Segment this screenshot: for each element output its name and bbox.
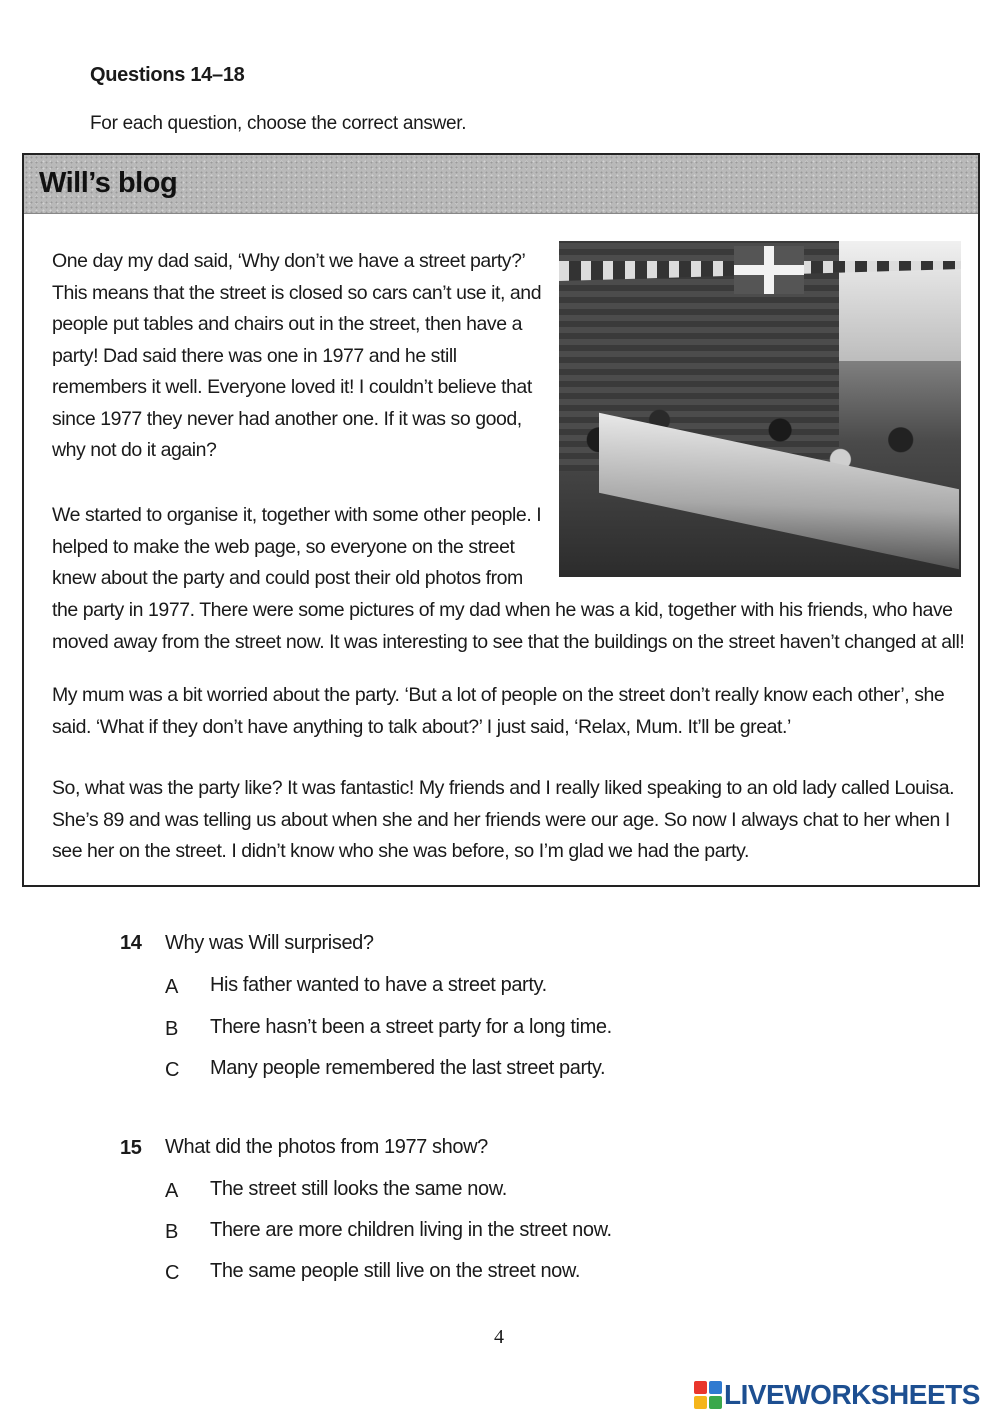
street-party-photo [559,241,961,577]
union-flag-icon [734,246,804,294]
option-text[interactable]: There are more children living in the street now. [210,1219,612,1241]
option-text[interactable]: Many people remembered the last street party. [210,1057,606,1079]
option-letter[interactable]: A [165,1180,179,1202]
question-text: Why was Will surprised? [165,932,374,954]
blog-box [22,153,980,887]
option-letter[interactable]: C [165,1059,180,1081]
option-text[interactable]: There hasn’t been a street party for a long time. [210,1016,612,1038]
option-letter[interactable]: C [165,1262,180,1284]
blog-paragraph-2-start: We started to organise it, together with some other people. I helped to make the web page, so everyone on the street knew about the party and could post their old photos from [52,504,542,589]
blog-title: Will’s blog [39,167,178,199]
logo-icon [694,1381,722,1409]
blog-paragraph-2-end: the party in 1977. There were some pictures of my dad when he was a kid, together with his friends, who have moved away from the street now. It was interesting to see that the buildings on the street haven’t changed at all! [52,599,965,653]
option-text[interactable]: The same people still live on the street now. [210,1260,580,1282]
blog-header [24,155,978,214]
blog-paragraph-1: One day my dad said, ‘Why don’t we have a street party?’ This means that the street is closed so cars can’t use it, and people put tables and chairs out in the street, then have a party! Dad said there was one in 1977 and he still remembers it well. Everyone loved it! I couldn’t believe that since 1977 they never had another one. If it was so good, why not do it again? [52,250,542,461]
option-letter[interactable]: B [165,1221,179,1243]
liveworksheets-logo [694,1380,980,1410]
question-number: 15 [120,1137,142,1159]
instruction-text: For each question, choose the correct answer. [90,113,467,134]
page-number: 4 [494,1326,504,1348]
option-letter[interactable]: A [165,976,179,998]
blog-paragraph-4: So, what was the party like? It was fantastic! My friends and I really liked speaking to an old lady called Louisa. She’s 89 and was telling us about when she and her friends were our age. So now I always chat to her when I see her on the street. I didn’t know who she was before, so I’m glad we had the party. [52,777,955,862]
question-text: What did the photos from 1977 show? [165,1136,488,1158]
option-text[interactable]: The street still looks the same now. [210,1178,507,1200]
option-letter[interactable]: B [165,1018,179,1040]
section-heading: Questions 14–18 [90,64,245,86]
question-number: 14 [120,932,142,954]
blog-paragraph-3: My mum was a bit worried about the party. ‘But a lot of people on the street don’t really know each other’, she said. ‘What if they don’t have anything to talk about?’ I just said, ‘Relax, Mum. It’ll be great.’ [52,684,945,738]
option-text[interactable]: His father wanted to have a street party. [210,974,547,996]
logo-text: LIVEWORKSHEETS [724,1379,980,1410]
